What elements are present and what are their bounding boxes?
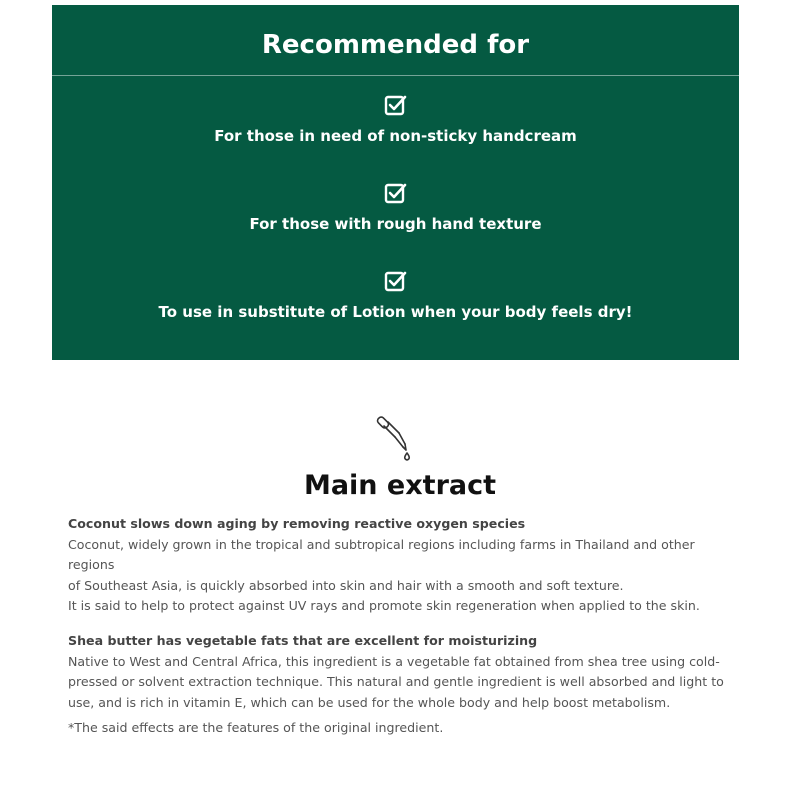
paragraph-line: use, and is rich in vitamin E, which can be used for the whole body and help boost metabolism. xyxy=(68,694,671,710)
paragraph-line: of Southeast Asia, is quickly absorbed into skin and hair with a smooth and soft texture. xyxy=(68,577,624,593)
paragraph-line: It is said to help to protect against UV rays and promote skin regeneration when applied to the skin. xyxy=(68,598,700,613)
recommended-panel xyxy=(52,5,739,360)
recommended-title: Recommended for xyxy=(261,30,530,60)
checkbox-checked-icon xyxy=(384,93,408,117)
paragraph-line: Coconut, widely grown in the tropical and subtropical regions including farms in Thailand and other regions xyxy=(68,536,695,572)
paragraph-heading: Shea butter has vegetable fats that are excellent for moisturizing xyxy=(68,633,538,648)
main-extract-title: Main extract xyxy=(303,470,497,501)
recommended-item-text: To use in substitute of Lotion when your body feels dry! xyxy=(158,303,633,321)
recommended-item-text: For those in need of non-sticky handcream xyxy=(214,127,577,145)
recommended-item xyxy=(52,93,739,145)
paragraph-line: pressed or solvent extraction technique. This natural and gentle ingredient is well absorbed and light to xyxy=(68,674,724,689)
coconut-paragraph xyxy=(68,514,738,617)
dropper-icon xyxy=(375,413,415,463)
checkbox-checked-icon xyxy=(384,181,408,205)
recommended-item xyxy=(52,269,739,321)
recommended-item xyxy=(52,181,739,233)
recommended-item-text: For those with rough hand texture xyxy=(249,215,542,233)
shea-butter-paragraph xyxy=(68,631,738,713)
paragraph-line: Native to West and Central Africa, this ingredient is a vegetable fat obtained from shea tree using cold- xyxy=(68,653,720,669)
paragraph-heading: Coconut slows down aging by removing reactive oxygen species xyxy=(68,516,526,531)
disclaimer-note: *The said effects are the features of the original ingredient. xyxy=(68,720,444,735)
checkbox-checked-icon xyxy=(384,269,408,293)
divider xyxy=(52,75,739,76)
